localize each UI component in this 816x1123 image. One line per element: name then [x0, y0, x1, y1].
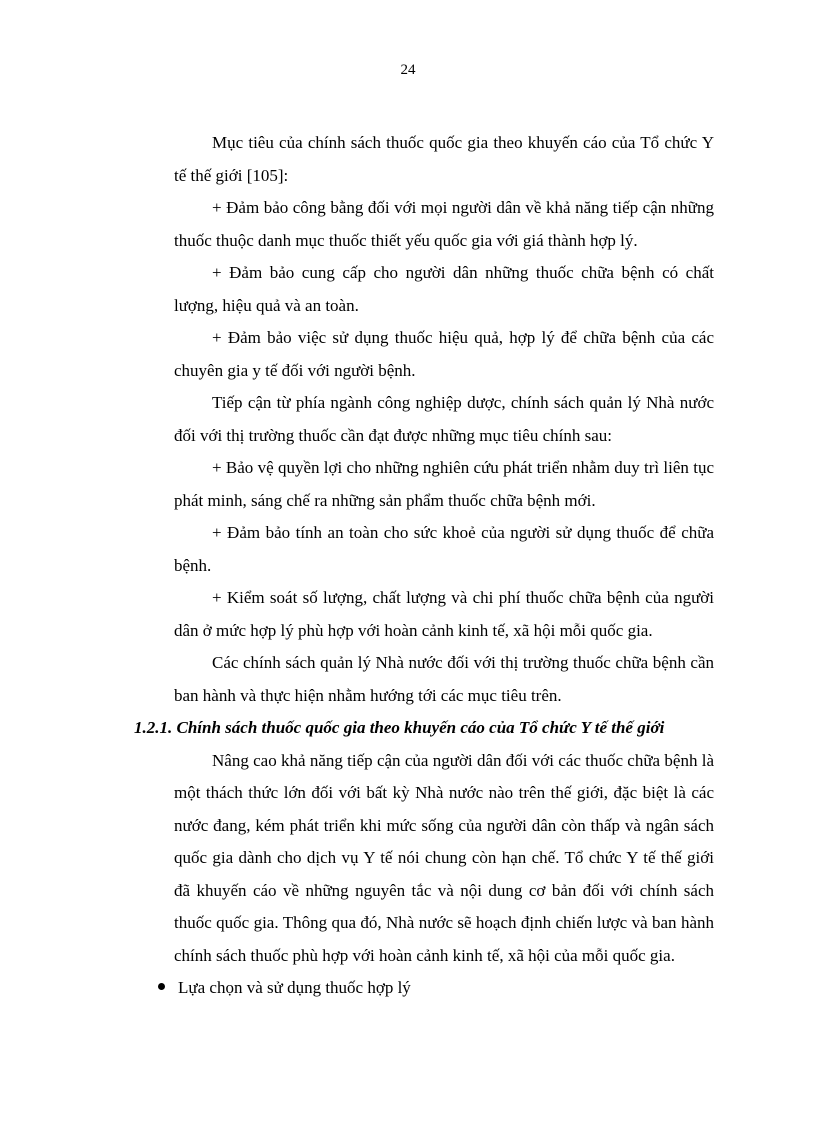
paragraph-goal-research: + Bảo vệ quyền lợi cho những nghiên cứu phát triển nhằm duy trì liên tục phát minh, sáng chế ra những sản phẩm thuốc chữa bệnh mới. — [174, 458, 714, 510]
bullet-list-item — [158, 972, 714, 1005]
paragraph-goal-safety: + Đảm bảo tính an toàn cho sức khoẻ của người sử dụng thuốc để chữa bệnh. — [174, 523, 714, 575]
page-number: 24 — [400, 62, 416, 78]
paragraph-objectives-intro: Mục tiêu của chính sách thuốc quốc gia theo khuyến cáo của Tổ chức Y tế thế giới [105]: — [174, 133, 714, 185]
section-body-paragraph: Nâng cao khả năng tiếp cận của người dân đối với các thuốc chữa bệnh là một thách thức lớn đối với bất kỳ Nhà nước nào trên thế giới, đặc biệt là các nước đang, kém phát triển khi mức sống của người dân còn thấp và ngân sách quốc gia dành cho dịch vụ Y tế nói chung còn hạn chế. Tổ chức Y tế thế giới đã khuyến cáo về những nguyên tắc và nội dung cơ bản đối với chính sách thuốc quốc gia. Thông qua đó, Nhà nước sẽ hoạch định chiến lược và ban hành chính sách thuốc phù hợp với hoàn cảnh kinh tế, xã hội của mỗi quốc gia. — [174, 750, 714, 965]
paragraph-policy-summary: Các chính sách quản lý Nhà nước đối với thị trường thuốc chữa bệnh cần ban hành và thực hiện nhằm hướng tới các mục tiêu trên. — [174, 653, 714, 705]
bullet-dot-icon — [158, 983, 165, 990]
paragraph-objective-rational-use: + Đảm bảo việc sử dụng thuốc hiệu quả, hợp lý để chữa bệnh của các chuyên gia y tế đối với người bệnh. — [174, 328, 714, 380]
paragraph-objective-quality: + Đảm bảo cung cấp cho người dân những thuốc chữa bệnh có chất lượng, hiệu quả và an toàn. — [174, 263, 714, 315]
section-heading: 1.2.1. Chính sách thuốc quốc gia theo khuyến cáo của Tổ chức Y tế thế giới — [134, 718, 665, 737]
bullet-list-item-text: Lựa chọn và sử dụng thuốc hợp lý — [178, 978, 411, 997]
paragraph-objective-equity: + Đảm bảo công bằng đối với mọi người dân về khả năng tiếp cận những thuốc thuộc danh mục thuốc thiết yếu quốc gia với giá thành hợp lý. — [174, 198, 714, 250]
paragraph-industry-approach: Tiếp cận từ phía ngành công nghiệp dược, chính sách quản lý Nhà nước đối với thị trường thuốc cần đạt được những mục tiêu chính sau: — [174, 393, 714, 445]
document-body — [134, 127, 714, 1005]
paragraph-goal-cost-control: + Kiểm soát số lượng, chất lượng và chi phí thuốc chữa bệnh của người dân ở mức hợp lý phù hợp với hoàn cảnh kinh tế, xã hội mỗi quốc gia. — [174, 588, 714, 640]
